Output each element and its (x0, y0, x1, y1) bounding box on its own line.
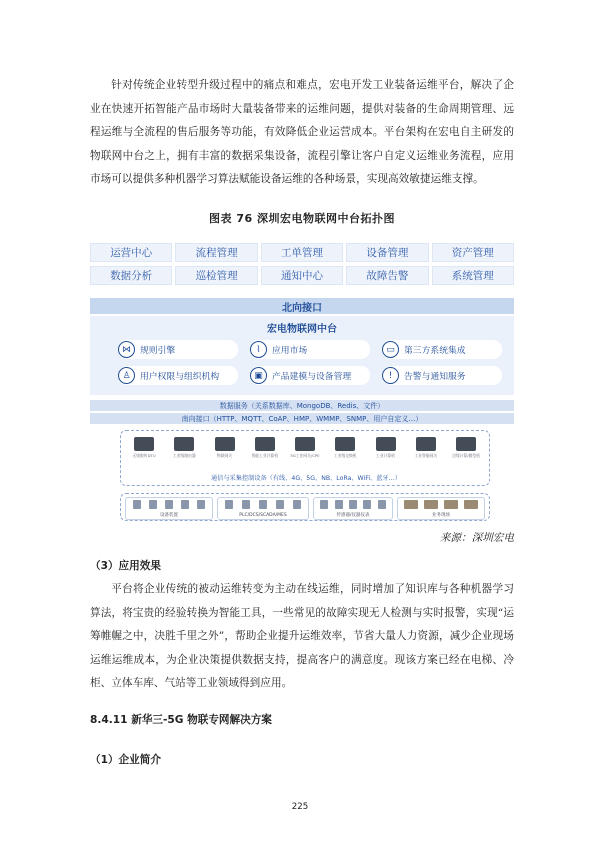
intro-paragraph: 针对传统企业转型升级过程中的痛点和难点，宏电开发工业装备运维平台，解决了企业在快速开拓智能产品市场时大量装备带来的运维问题，提供对装备的生命周期管理、远程运维与全流程的售后服务等功能，有效降低企业运营成本。平台架构在宏电自主研发的物联网中台之上，拥有丰富的数据采集设备，流程引擎让客户自定义运维业务流程，应用市场可以提供多种机器学习算法赋能设备运维的各种场景，实现高效敏捷运维支撑。 (90, 79, 514, 186)
gateway-icon (215, 437, 235, 451)
module-work-order: 工单管理 (261, 243, 343, 262)
north-interface-bar: 北向接口 (90, 298, 514, 314)
warning-icon: ! (382, 367, 399, 384)
platform-item-label: 产品建模与设备管理 (272, 372, 352, 382)
module-data-analysis: 数据分析 (90, 266, 172, 285)
field-group-label: 设备装置 (160, 513, 178, 518)
device-label: 工业计算机 (376, 453, 395, 458)
section-effect-heading: （3）应用效果 (90, 560, 161, 572)
platform-item-label: 第三方系统集成 (404, 346, 466, 356)
device-label: 5G工业网关/CPE (290, 453, 320, 458)
site-photos (401, 500, 481, 511)
chart-clipboard-icon: ⌇ (250, 341, 267, 358)
device-label: 边缘计算/微型机 (452, 453, 480, 458)
field-group-label: 传感器/仪器仪表 (336, 513, 370, 518)
figure-title: 图表 76 深圳宏电物联网中台拓扑图 (209, 212, 395, 225)
field-group-label: 业务现场 (432, 513, 450, 518)
device-label: 物联网关 (216, 453, 233, 458)
device-switch (328, 437, 362, 459)
device-label: 工业智能网关 (414, 453, 438, 458)
communication-devices-box (120, 430, 490, 486)
section-8411-heading: 8.4.11 新华三-5G 物联专网解决方案 (90, 714, 272, 726)
dtu-icon (134, 437, 154, 451)
figure-source: 来源：深圳宏电 (439, 532, 514, 544)
platform-item-rule-engine (118, 340, 238, 359)
field-group-business-site (397, 497, 485, 520)
device-dtu (127, 437, 161, 459)
module-fault-alarm: 故障告警 (346, 266, 428, 285)
module-inspection: 巡检管理 (175, 266, 257, 285)
device-edge (449, 437, 483, 459)
platform-item-label: 告警与通知服务 (404, 372, 466, 382)
cpe-icon (295, 437, 315, 451)
plc-icons (221, 500, 305, 511)
platform-title: 宏电物联网中台 (267, 324, 337, 335)
device-smart-gateway (409, 437, 443, 459)
module-operations-center: 运营中心 (90, 243, 172, 262)
switch-icon (335, 437, 355, 451)
device-label: 无线数传DTU (132, 453, 156, 458)
module-process-management: 流程管理 (175, 243, 257, 262)
device-row (127, 437, 483, 459)
effect-paragraph: 平台将企业传统的被动运维转变为主动在线运维，同时增加了知识库与各种机器学习算法，将宝贵的经验转换为智能工具，一些常见的故障实现无人检测与实时报警，实现“运筹帷幄之中，决胜千里之外”，帮助企业提升运维效率，节省大量人力资源，减少企业现场运维运维成本，为企业决策提供数据支持，提高客户的满意度。现该方案已经在电梯、冷柜、立体车库、气站等工业领域得到应用。 (90, 583, 514, 690)
field-group-equipment (125, 497, 213, 520)
platform-item-user-permissions (118, 366, 238, 385)
sensor-icons (317, 500, 389, 511)
iot-platform-panel (90, 316, 514, 395)
south-interface-bar: 南向接口（HTTP、MQTT、CoAP、HMP、WMMP、SNMP、用户自定义…） (90, 413, 514, 424)
application-modules (90, 243, 514, 285)
section-intro-heading: （1）企业简介 (90, 754, 161, 766)
platform-item-product-modeling (250, 366, 370, 385)
module-notification-center: 通知中心 (261, 266, 343, 285)
data-service-bar: 数据服务（关系数据库、MongoDB、Redis、文件） (90, 400, 514, 411)
device-label: 工业级路由器 (172, 453, 196, 458)
module-system-management: 系统管理 (432, 266, 514, 285)
devices-caption: 通信与采集控制设备（有线、4G、5G、NB、LoRa、WiFi、蓝牙…） (210, 475, 402, 482)
device-industrial-pc (248, 437, 282, 459)
computer-icon (376, 437, 396, 451)
platform-item-label: 用户权限与组织机构 (140, 372, 220, 382)
field-group-label: PLC/DCS/SCADA/MES (239, 513, 287, 518)
topology-diagram (90, 243, 514, 528)
page-number: 225 (291, 802, 309, 812)
device-display-icon: ▣ (250, 367, 267, 384)
platform-item-app-market (250, 340, 370, 359)
user-group-icon: ♙ (118, 367, 135, 384)
monitor-icon: ▭ (382, 341, 399, 358)
platform-item-label: 规则引擎 (140, 346, 176, 356)
field-group-plc (217, 497, 309, 520)
equipment-icons (129, 500, 209, 511)
industrial-pc-icon (255, 437, 275, 451)
module-device-management: 设备管理 (346, 243, 428, 262)
device-router (167, 437, 201, 459)
platform-item-alarm-service (382, 366, 502, 385)
device-label: 工业级交换机 (333, 453, 357, 458)
device-label: 智能工业计算机 (251, 453, 279, 458)
share-nodes-icon: ⋈ (118, 341, 135, 358)
smart-gateway-icon (416, 437, 436, 451)
router-icon (174, 437, 194, 451)
edge-computer-icon (456, 437, 476, 451)
platform-item-label: 应用市场 (272, 346, 308, 356)
device-5g-cpe (288, 437, 322, 459)
device-gateway (208, 437, 242, 459)
field-layer-box (120, 493, 490, 521)
device-computer (369, 437, 403, 459)
module-asset-management: 资产管理 (432, 243, 514, 262)
platform-item-third-party (382, 340, 502, 359)
field-group-sensors (313, 497, 393, 520)
